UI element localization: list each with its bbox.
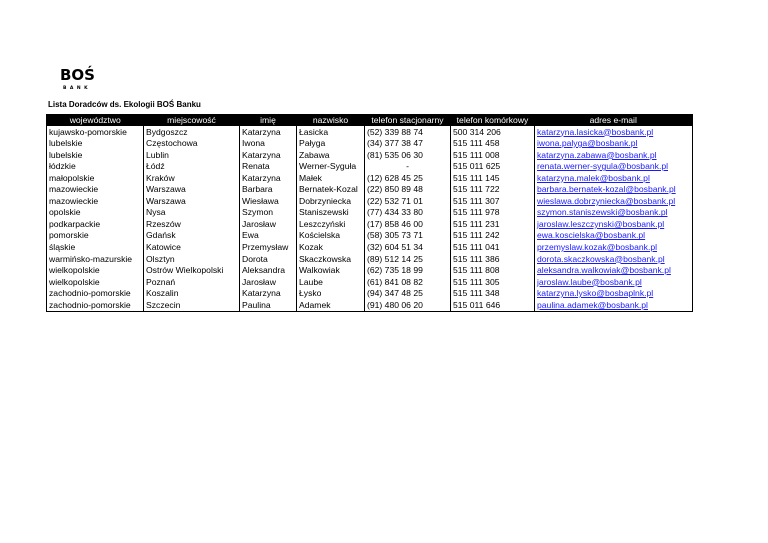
region-cell: pomorskie (47, 230, 144, 242)
city-cell: Kraków (144, 172, 240, 184)
column-header: miejscowość (144, 115, 240, 127)
email-link[interactable]: przemyslaw.kozak@bosbank.pl (537, 241, 658, 252)
table-row (47, 288, 693, 300)
city-cell: Gdańsk (144, 230, 240, 242)
city-cell: Częstochowa (144, 138, 240, 150)
table-row (47, 218, 693, 230)
region-cell: małopolskie (47, 172, 144, 184)
last-name-cell: Laube (297, 276, 365, 288)
email-link[interactable]: paulina.adamek@bosbank.pl (537, 299, 648, 310)
first-name-cell: Jarosław (240, 276, 297, 288)
email-link[interactable]: jaroslaw.leszczynski@bosbank.pl (537, 218, 665, 229)
first-name-cell: Katarzyna (240, 172, 297, 184)
region-cell: lubelskie (47, 149, 144, 161)
table-row (47, 161, 693, 173)
email-link[interactable]: katarzyna.lasicka@bosbank.pl (537, 126, 654, 137)
first-name-cell: Barbara (240, 184, 297, 196)
mobile-cell: 515 111 008 (451, 149, 535, 161)
email-link[interactable]: jaroslaw.laube@bosbank.pl (537, 276, 642, 287)
first-name-cell: Dorota (240, 253, 297, 265)
email-link[interactable]: aleksandra.walkowiak@bosbank.pl (537, 265, 671, 276)
last-name-cell: Kościelska (297, 230, 365, 242)
email-link[interactable]: wieslawa.dobrzyniecka@bosbank.pl (537, 195, 676, 206)
email-link[interactable]: katarzyna.malek@bosbank.pl (537, 172, 650, 183)
email-link[interactable]: renata.werner-sygula@bosbank.pl (537, 161, 669, 172)
first-name-cell: Wiesława (240, 195, 297, 207)
first-name-cell: Katarzyna (240, 126, 297, 138)
page-title: Lista Doradców ds. Ekologii BOŚ Banku (48, 100, 201, 109)
region-cell: podkarpackie (47, 218, 144, 230)
city-cell: Lublin (144, 149, 240, 161)
mobile-cell: 515 111 348 (451, 288, 535, 300)
first-name-cell: Szymon (240, 207, 297, 219)
city-cell: Warszawa (144, 195, 240, 207)
landline-cell: (91) 480 06 20 (365, 299, 451, 311)
mobile-cell: 515 111 386 (451, 253, 535, 265)
table-row (47, 149, 693, 161)
mobile-cell: 515 111 242 (451, 230, 535, 242)
city-cell: Ostrów Wielkopolski (144, 265, 240, 277)
table-row (47, 276, 693, 288)
last-name-cell: Łysko (297, 288, 365, 300)
email-link[interactable]: szymon.staniszewski@bosbank.pl (537, 207, 668, 218)
landline-cell: (61) 841 08 82 (365, 276, 451, 288)
city-cell: Poznań (144, 276, 240, 288)
table-row (47, 138, 693, 150)
landline-cell: (34) 377 38 47 (365, 138, 451, 150)
landline-cell: (17) 858 46 00 (365, 218, 451, 230)
table-row (47, 253, 693, 265)
last-name-cell: Staniszewski (297, 207, 365, 219)
last-name-cell: Adamek (297, 299, 365, 311)
city-cell: Warszawa (144, 184, 240, 196)
region-cell: zachodnio-pomorskie (47, 288, 144, 300)
mobile-cell: 515 111 722 (451, 184, 535, 196)
first-name-cell: Ewa (240, 230, 297, 242)
region-cell: mazowieckie (47, 184, 144, 196)
mobile-cell: 515 111 808 (451, 265, 535, 277)
landline-cell: (81) 535 06 30 (365, 149, 451, 161)
column-header: adres e-mail (535, 115, 693, 127)
last-name-cell: Werner-Syguła (297, 161, 365, 173)
email-link[interactable]: ewa.koscielska@bosbank.pl (537, 230, 646, 241)
table-row (47, 299, 693, 311)
email-link[interactable]: katarzyna.zabawa@bosbank.pl (537, 149, 657, 160)
email-link[interactable]: barbara.bernatek-kozal@bosbank.pl (537, 184, 676, 195)
region-cell: mazowieckie (47, 195, 144, 207)
table-row (47, 126, 693, 138)
email-link[interactable]: katarzyna.lysko@bosbaplnk.pl (537, 288, 654, 299)
last-name-cell: Pałyga (297, 138, 365, 150)
mobile-cell: 515 111 458 (451, 138, 535, 150)
table-body (47, 126, 693, 311)
region-cell: łódzkie (47, 161, 144, 173)
region-cell: wielkopolskie (47, 265, 144, 277)
landline-cell: (52) 339 88 74 (365, 126, 451, 138)
table-row (47, 184, 693, 196)
last-name-cell: Bernatek-Kozal (297, 184, 365, 196)
region-cell: wielkopolskie (47, 276, 144, 288)
last-name-cell: Małek (297, 172, 365, 184)
table-row (47, 207, 693, 219)
last-name-cell: Łasicka (297, 126, 365, 138)
last-name-cell: Zabawa (297, 149, 365, 161)
city-cell: Łódź (144, 161, 240, 173)
table-header-row (47, 115, 693, 127)
landline-cell: - (365, 161, 451, 173)
landline-cell: (22) 850 89 48 (365, 184, 451, 196)
city-cell: Olsztyn (144, 253, 240, 265)
city-cell: Koszalin (144, 288, 240, 300)
region-cell: zachodnio-pomorskie (47, 299, 144, 311)
landline-cell: (58) 305 73 71 (365, 230, 451, 242)
first-name-cell: Renata (240, 161, 297, 173)
first-name-cell: Iwona (240, 138, 297, 150)
first-name-cell: Jarosław (240, 218, 297, 230)
mobile-cell: 500 314 206 (451, 126, 535, 138)
mobile-cell: 515 011 646 (451, 299, 535, 311)
logo: BOŚ (60, 66, 95, 84)
last-name-cell: Leszczyński (297, 218, 365, 230)
city-cell: Bydgoszcz (144, 126, 240, 138)
city-cell: Katowice (144, 241, 240, 253)
last-name-cell: Walkowiak (297, 265, 365, 277)
advisors-table (46, 114, 693, 312)
mobile-cell: 515 111 231 (451, 218, 535, 230)
mobile-cell: 515 111 978 (451, 207, 535, 219)
city-cell: Nysa (144, 207, 240, 219)
city-cell: Szczecin (144, 299, 240, 311)
table-row (47, 195, 693, 207)
table-row (47, 265, 693, 277)
landline-cell: (22) 532 71 01 (365, 195, 451, 207)
region-cell: kujawsko-pomorskie (47, 126, 144, 138)
landline-cell: (62) 735 18 99 (365, 265, 451, 277)
column-header: telefon komórkowy (451, 115, 535, 127)
column-header: nazwisko (297, 115, 365, 127)
first-name-cell: Aleksandra (240, 265, 297, 277)
region-cell: lubelskie (47, 138, 144, 150)
table-row (47, 230, 693, 242)
mobile-cell: 515 111 145 (451, 172, 535, 184)
email-link[interactable]: iwona.palyga@bosbank.pl (537, 138, 638, 149)
last-name-cell: Dobrzyniecka (297, 195, 365, 207)
mobile-cell: 515 111 307 (451, 195, 535, 207)
landline-cell: (12) 628 45 25 (365, 172, 451, 184)
first-name-cell: Katarzyna (240, 149, 297, 161)
landline-cell: (77) 434 33 80 (365, 207, 451, 219)
first-name-cell: Paulina (240, 299, 297, 311)
logo-subtext: BANK (63, 86, 92, 91)
mobile-cell: 515 011 625 (451, 161, 535, 173)
region-cell: warmińsko-mazurskie (47, 253, 144, 265)
mobile-cell: 515 111 041 (451, 241, 535, 253)
first-name-cell: Katarzyna (240, 288, 297, 300)
email-link[interactable]: dorota.skaczkowska@bosbank.pl (537, 253, 665, 264)
mobile-cell: 515 111 305 (451, 276, 535, 288)
last-name-cell: Kozak (297, 241, 365, 253)
landline-cell: (94) 347 48 25 (365, 288, 451, 300)
column-header: imię (240, 115, 297, 127)
column-header: telefon stacjonarny (365, 115, 451, 127)
table-row (47, 241, 693, 253)
table-row (47, 172, 693, 184)
landline-cell: (32) 604 51 34 (365, 241, 451, 253)
city-cell: Rzeszów (144, 218, 240, 230)
landline-cell: (89) 512 14 25 (365, 253, 451, 265)
last-name-cell: Skaczkowska (297, 253, 365, 265)
region-cell: śląskie (47, 241, 144, 253)
region-cell: opolskie (47, 207, 144, 219)
column-header: województwo (47, 115, 144, 127)
first-name-cell: Przemysław (240, 241, 297, 253)
